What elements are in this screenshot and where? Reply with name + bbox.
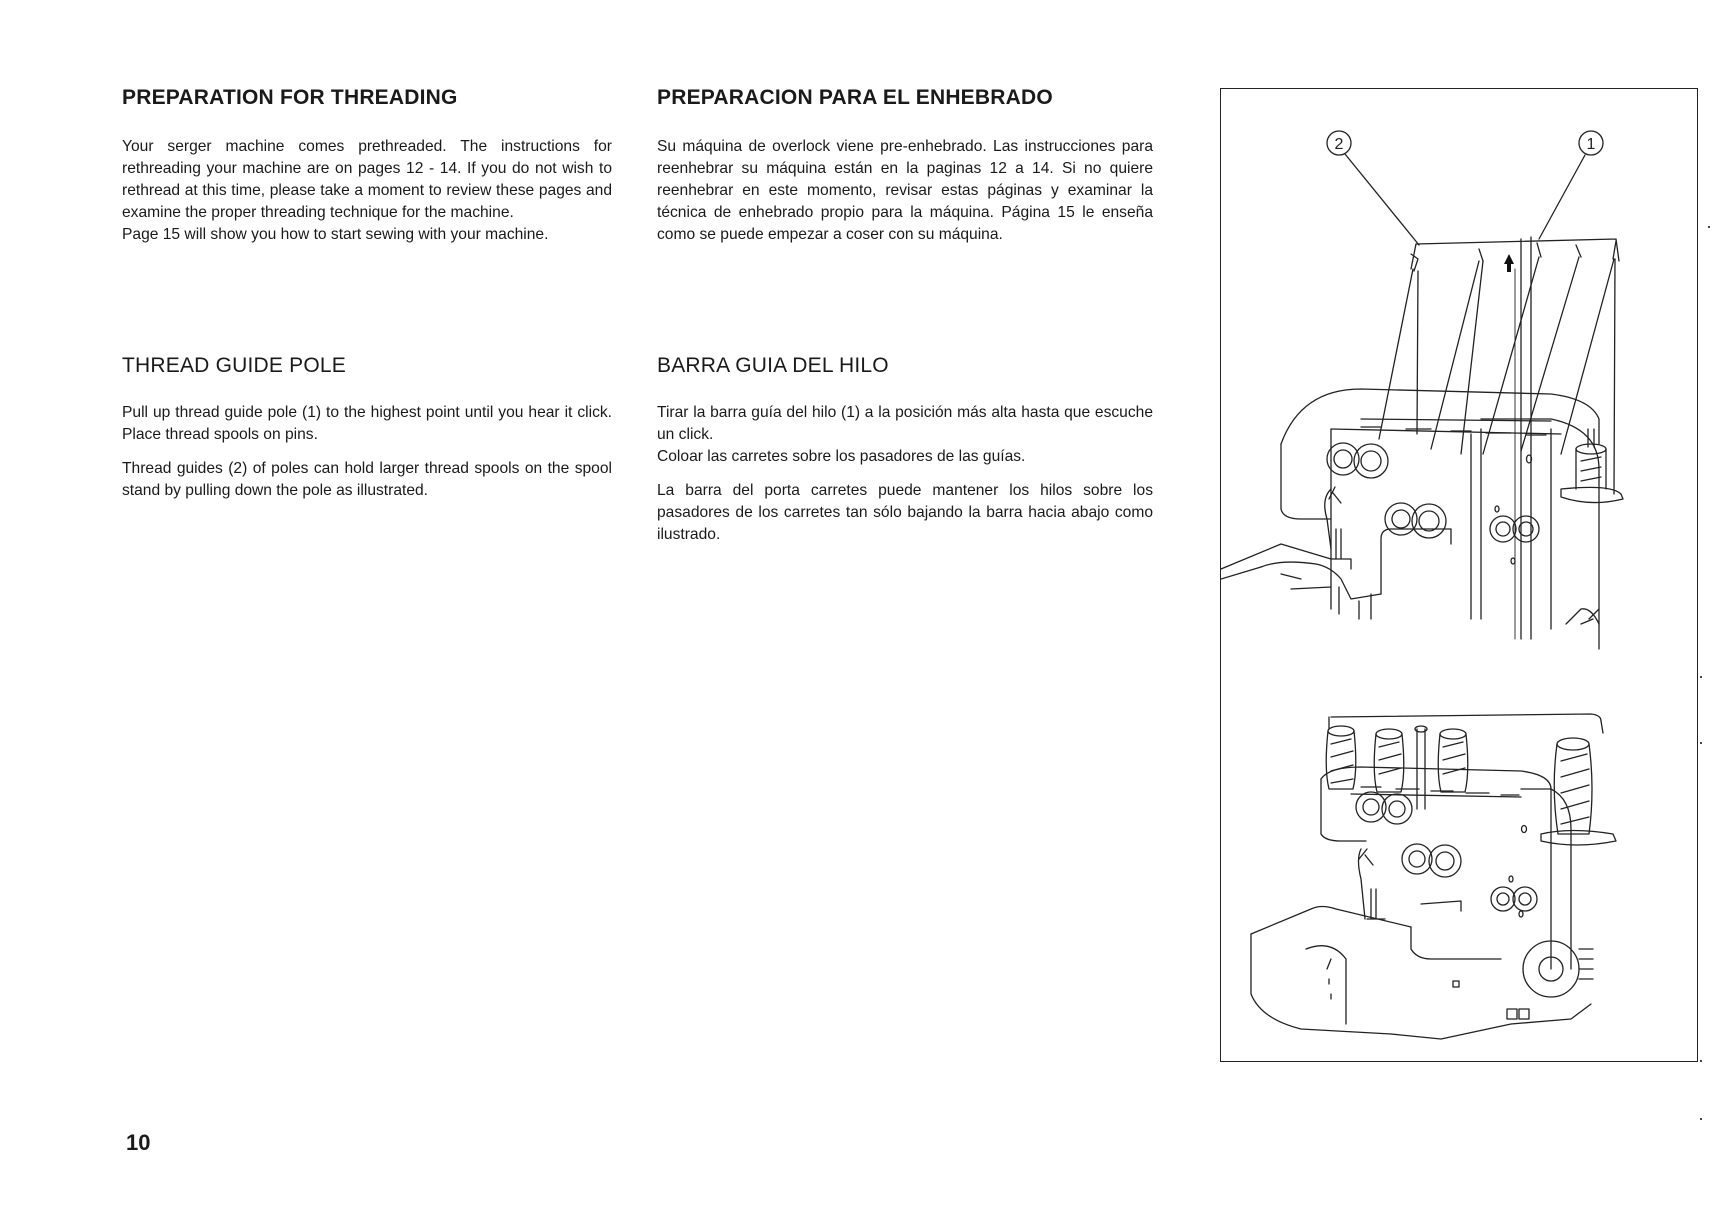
pole-paragraph-en-1: Pull up thread guide pole (1) to the highest point until you hear it click. Place thread spools on pins. bbox=[122, 404, 612, 443]
spool-4 bbox=[1554, 738, 1592, 834]
spool-3 bbox=[1438, 729, 1468, 792]
pole-paragraph-es-1: Tirar la barra guía del hilo (1) a la posición más alta hasta que escuche un click. bbox=[657, 404, 1153, 443]
scan-mark bbox=[1700, 742, 1702, 744]
spool-2 bbox=[1374, 729, 1404, 792]
serger-illustration bbox=[1221, 89, 1698, 1062]
page-number: 10 bbox=[126, 1130, 151, 1155]
subheading-es: BARRA GUIA DEL HILO bbox=[657, 354, 889, 377]
thread-guide-pole-block-en bbox=[122, 354, 612, 502]
serger-top-drawing bbox=[1221, 131, 1623, 649]
pole-paragraph-en-2: Thread guides (2) of poles can hold larger thread spools on the spool stand by pulling down the pole as illustrated. bbox=[122, 460, 612, 499]
english-column bbox=[122, 86, 612, 499]
callout-2-label: 2 bbox=[1334, 136, 1344, 153]
pole-paragraph-es-1b: Coloar las carretes sobre los pasadores de las guías. bbox=[657, 448, 1026, 465]
up-arrow-icon bbox=[1504, 254, 1514, 272]
intro-paragraph-en: Your serger machine comes prethreaded. The instructions for rethreading your machine are on pages 12 - 14. If you do not wish to rethread at this time, please take a moment to review these pages and examine the proper threading technique for the machine. bbox=[122, 138, 612, 221]
spanish-column bbox=[657, 86, 1153, 543]
callout-1-label: 1 bbox=[1586, 136, 1596, 153]
serger-bottom-drawing bbox=[1251, 714, 1616, 1039]
spool-1 bbox=[1326, 726, 1356, 789]
scan-mark bbox=[1700, 1060, 1702, 1062]
intro-paragraph-es: Su máquina de overlock viene pre-enhebrado. Las instrucciones para reenhebrar su máquina están en la paginas 12 a 14. Si no quiere reenhebrar en este momento, revisar estas páginas y examinar la técnica de enhebrado propio para la máquina. Página 15 le enseña como se puede empezar a coser con su máquina. bbox=[657, 138, 1153, 243]
section-heading-en: PREPARATION FOR THREADING bbox=[122, 86, 458, 109]
subheading-en: THREAD GUIDE POLE bbox=[122, 354, 346, 377]
scan-mark bbox=[1700, 1118, 1702, 1120]
pole-paragraph-es-2: La barra del porta carretes puede mantener los hilos sobre los pasadores de los carretes tan sólo bajando la barra hacia abajo como ilustrado. bbox=[657, 482, 1153, 543]
serger-illustration-frame bbox=[1220, 88, 1698, 1062]
scan-mark bbox=[1708, 226, 1710, 228]
intro-paragraph-en-2: Page 15 will show you how to start sewing with your machine. bbox=[122, 226, 549, 243]
section-heading-es: PREPARACION PARA EL ENHEBRADO bbox=[657, 86, 1053, 109]
thread-guide-pole-block-es bbox=[657, 354, 1153, 546]
scan-mark bbox=[1700, 676, 1702, 678]
